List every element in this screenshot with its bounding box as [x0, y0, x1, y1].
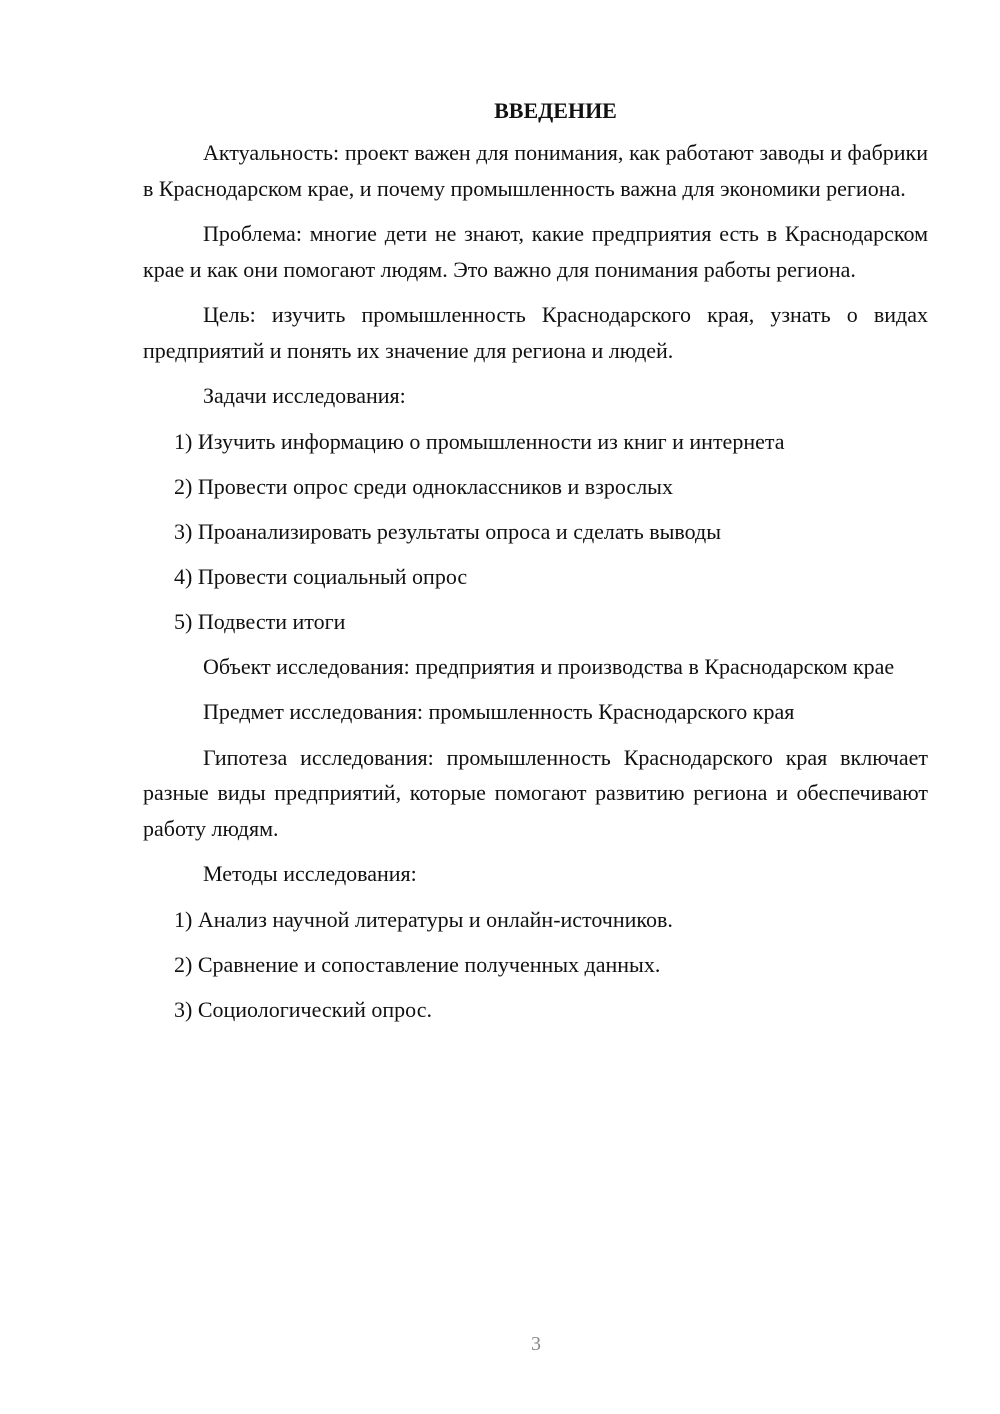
- subject-paragraph: Предмет исследования: промышленность Краснодарского края: [203, 699, 795, 725]
- task-item: 2) Провести опрос среди одноклассников и взрослых: [174, 473, 673, 499]
- methods-heading: Методы исследования:: [203, 861, 417, 887]
- problem-paragraph: Проблема: многие дети не знают, какие предприятия есть в Краснодарском крае и как они помогают людям. Это важно для понимания работы региона.: [143, 221, 928, 282]
- task-item: 4) Провести социальный опрос: [174, 563, 468, 589]
- goal-paragraph: Цель: изучить промышленность Краснодарского края, узнать о видах предприятий и понять их значение для региона и людей.: [143, 302, 928, 363]
- tasks-heading: Задачи исследования:: [203, 383, 406, 408]
- method-item: 2) Сравнение и сопоставление полученных данных.: [174, 952, 661, 978]
- page-number: 3: [531, 1333, 541, 1355]
- relevance-paragraph: Актуальность: проект важен для понимания, как работают заводы и фабрики в Краснодарском крае, и почему промышленность важна для экономики региона.: [143, 140, 928, 201]
- hypothesis-paragraph: Гипотеза исследования: промышленность Краснодарского края включает разные виды предприятий, которые помогают развитию региона и обеспечивают работу людям.: [143, 744, 928, 841]
- page-title: ВВЕДЕНИЕ: [494, 98, 617, 123]
- task-item: 1) Изучить информацию о промышленности из книг и интернета: [174, 428, 785, 454]
- page-content: [143, 96, 928, 1037]
- task-item: 5) Подвести итоги: [174, 608, 346, 634]
- task-item: 3) Проанализировать результаты опроса и сделать выводы: [174, 518, 721, 544]
- method-item: 3) Социологический опрос.: [174, 997, 432, 1023]
- method-item: 1) Анализ научной литературы и онлайн-источников.: [174, 906, 673, 932]
- object-paragraph: Объект исследования: предприятия и производства в Краснодарском крае: [203, 653, 895, 679]
